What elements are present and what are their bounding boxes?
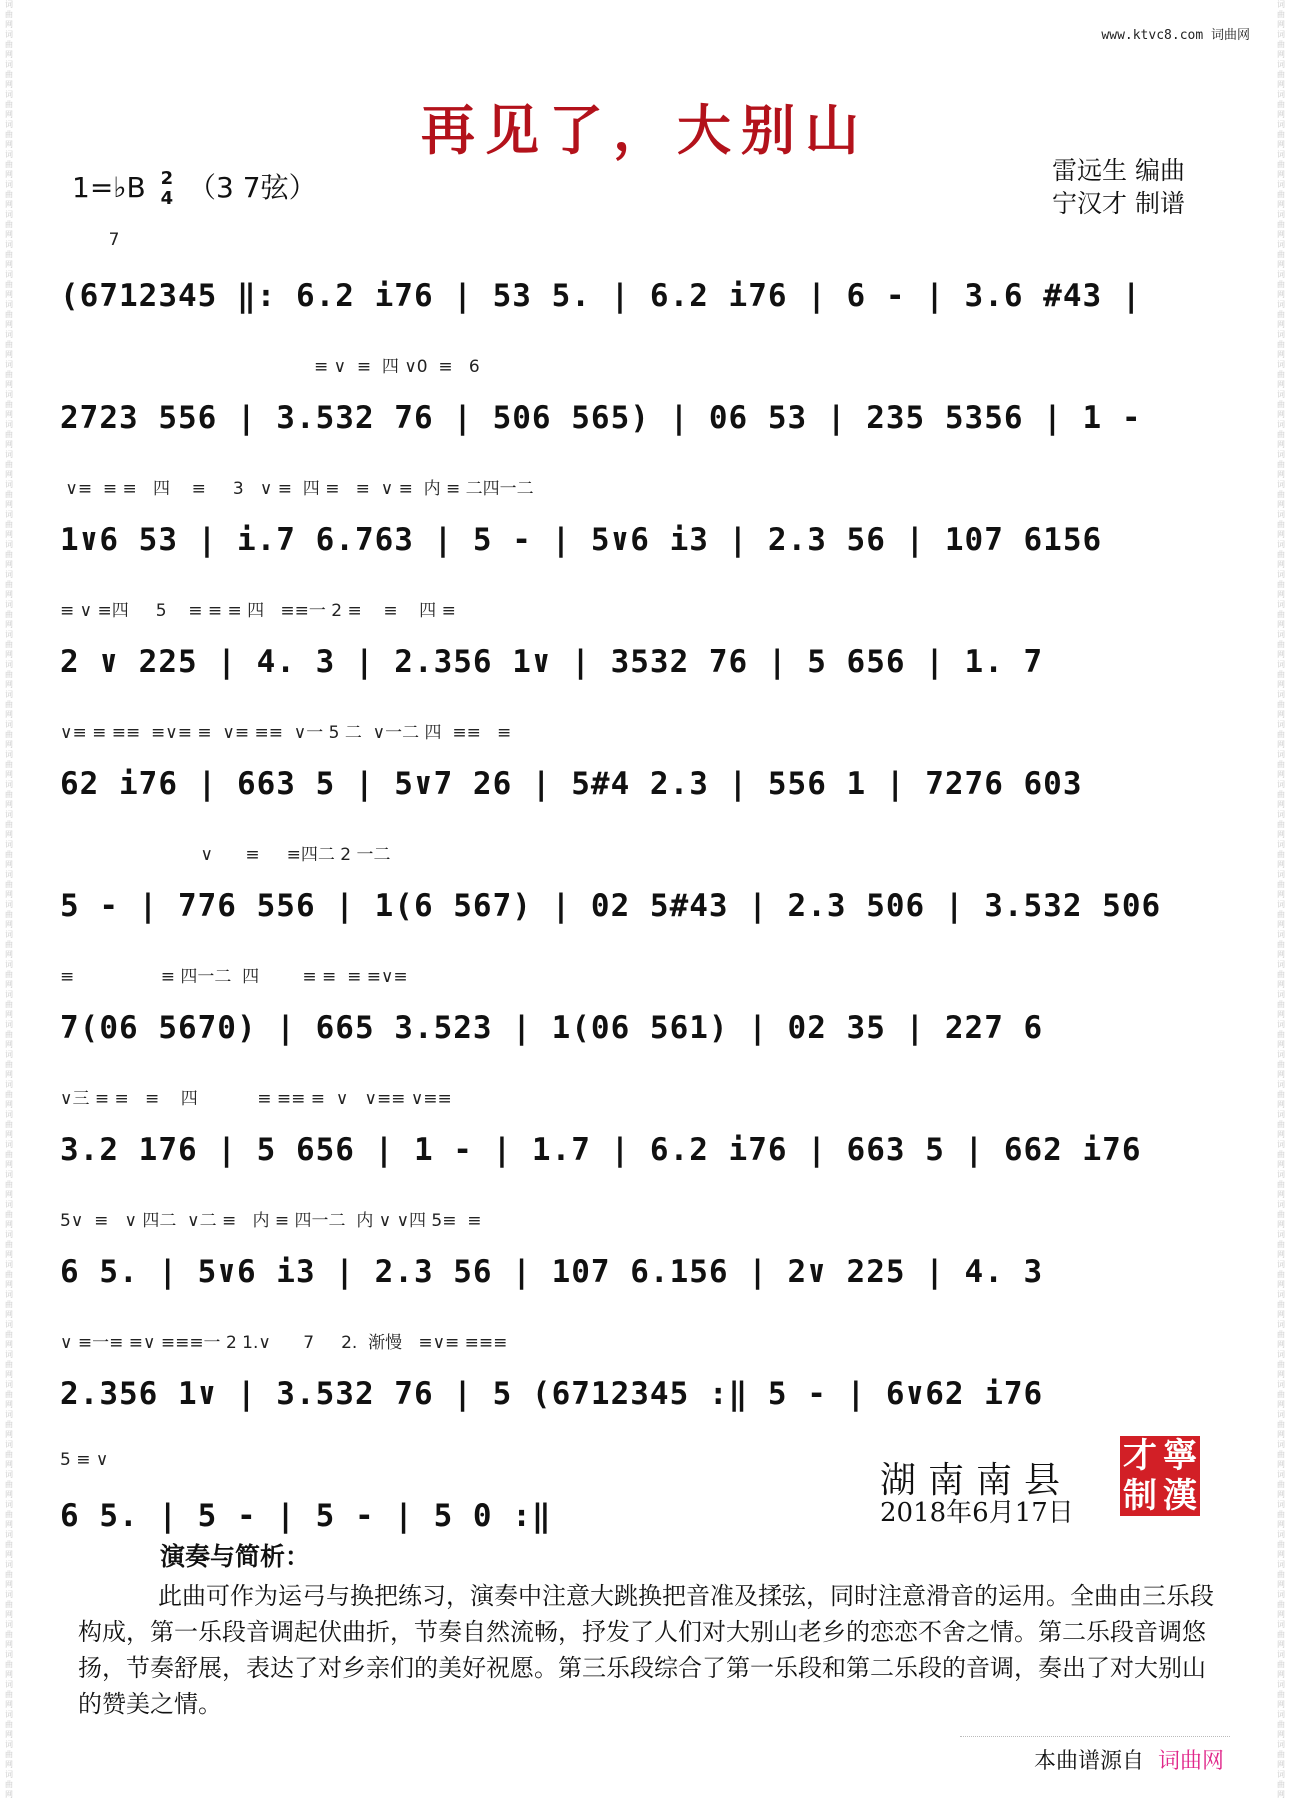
- left-watermark-strip: 词曲网词曲网词曲网词曲网词曲网词曲网词曲网词曲网词曲网词曲网词曲网词曲网词曲网词曲网词曲网词曲网词曲网词曲网词曲网词曲网词曲网词曲网词曲网词曲网词曲网词曲网词曲网词曲网词曲网词曲网词曲网词曲网词曲网词曲网词曲网词曲网词曲网词曲网词曲网词曲网词曲网词曲网词曲网词曲网词曲网词曲网词曲网词曲网词曲网词曲网词曲网词曲网词曲网词曲网词曲网词曲网词曲网词曲网词曲网词曲网: [5, 0, 13, 1799]
- analysis-text: 此曲可作为运弓与换把练习，演奏中注意大跳换把音准及揉弦，同时注意滑音的运用。全曲由三乐段构成，第一乐段音调起伏曲折，节奏自然流畅，抒发了人们对大别山老乡的恋恋不舍之情。第二乐段音调悠扬，节奏舒展，表达了对乡亲们的美好祝愿。第三乐段综合了第一乐段和第二乐段的音调，奏出了对大别山的赞美之情。: [78, 1582, 1214, 1718]
- bowing-marks: ∨ ≡ ≡四二 2 一二: [60, 845, 391, 865]
- bowing-marks: 7: [60, 230, 120, 250]
- bowing-marks: ∨ ≡一≡ ≡∨ ≡≡≡一 2 1.∨ 7 2. 渐慢 ≡∨≡ ≡≡≡: [60, 1333, 508, 1353]
- seal-char: 制: [1123, 1476, 1157, 1516]
- seal-char: 才: [1123, 1436, 1157, 1476]
- bowing-marks: ∨≡ ≡ ≡≡ ≡∨≡ ≡ ∨≡ ≡≡ ∨一 5 二 ∨一二 四 ≡≡ ≡: [60, 723, 512, 743]
- bowing-marks: ∨≡ ≡ ≡ 四 ≡ 3 ∨ ≡ 四 ≡ ≡ ∨ ≡ 内 ≡ 二四一二: [60, 479, 534, 499]
- score-line-2: [60, 330, 1230, 452]
- composer: 雷远生 编曲: [1052, 156, 1185, 185]
- notes: (6712345 ‖: 6.2 i76 | 53 5. | 6.2 i76 | 6 - | 3.6 #43 |: [60, 278, 1142, 314]
- score-line-3: [60, 452, 1230, 574]
- bowing-marks: 5∨ ≡ ∨ 四二 ∨二 ≡ 内 ≡ 四一二 内 ∨ ∨四 5≡ ≡: [60, 1211, 482, 1231]
- notes: 5 - | 776 556 | 1(6 567) | 02 5#43 | 2.3 506 | 3.532 506: [60, 888, 1162, 924]
- score-line-7: [60, 940, 1230, 1062]
- notes: 3.2 176 | 5 656 | 1 - | 1.7 | 6.2 i76 | 663 5 | 662 i76: [60, 1132, 1142, 1168]
- score-line-4: [60, 574, 1230, 696]
- score-line-8: [60, 1062, 1230, 1184]
- notes: 6 5. | 5 - | 5 - | 5 0 :‖: [60, 1498, 552, 1534]
- notes: 62 i76 | 663 5 | 5∨7 26 | 5#4 2.3 | 556 1 | 7276 603: [60, 766, 1083, 802]
- notes: 2 ∨ 225 | 4. 3 | 2.356 1∨ | 3532 76 | 5 656 | 1. 7: [60, 644, 1044, 680]
- key-label: 1=♭B: [72, 171, 146, 204]
- tuning-label: （3 7弦）: [188, 171, 317, 204]
- bowing-marks: ≡ ≡ 四一二 四 ≡ ≡ ≡ ≡∨≡: [60, 967, 408, 987]
- seal-char: 寧: [1163, 1436, 1197, 1476]
- notes: 2.356 1∨ | 3.532 76 | 5 (6712345 :‖ 5 - | 6∨62 i76: [60, 1376, 1044, 1412]
- time-sig-top: 2: [160, 168, 174, 189]
- source-brand-link[interactable]: 词曲网: [1158, 1749, 1225, 1774]
- time-sig-bottom: 4: [160, 188, 174, 209]
- score-line-6: [60, 818, 1230, 940]
- notes: 1∨6 53 | i.7 6.763 | 5 - | 5∨6 i3 | 2.3 56 | 107 6156: [60, 522, 1103, 558]
- seal-char: 漢: [1163, 1476, 1197, 1516]
- score-line-10: [60, 1306, 1230, 1428]
- notes: 7(06 5670) | 665 3.523 | 1(06 561) | 02 35 | 227 6: [60, 1010, 1044, 1046]
- bowing-marks: ∨三 ≡ ≡ ≡ 四 ≡ ≡≡ ≡ ∨ ∨≡≡ ∨≡≡: [60, 1089, 452, 1109]
- bowing-marks: ≡ ∨ ≡ 四 ∨0 ≡ 6: [60, 357, 480, 377]
- source-credit: [1034, 1744, 1224, 1775]
- score: [60, 208, 1230, 1550]
- time-signature: [161, 169, 174, 209]
- site-watermark: www.ktvc8.com 词曲网: [1101, 28, 1250, 43]
- transcriber: 宁汉才 制谱: [1052, 189, 1185, 218]
- score-line-11: [60, 1428, 680, 1550]
- divider: [960, 1736, 1230, 1737]
- place-label: 湖南南县: [880, 1460, 1073, 1501]
- bowing-marks: ≡ ∨ ≡四 5 ≡ ≡ ≡ 四 ≡≡一 2 ≡ ≡ 四 ≡: [60, 601, 456, 621]
- notes: 6 5. | 5∨6 i3 | 2.3 56 | 107 6.156 | 2∨ 225 | 4. 3: [60, 1254, 1044, 1290]
- score-line-5: [60, 696, 1230, 818]
- date-label: 2018年6月17日: [880, 1498, 1074, 1528]
- score-line-1: [60, 208, 1230, 330]
- score-line-9: [60, 1184, 1230, 1306]
- source-label: 本曲谱源自: [1034, 1749, 1145, 1774]
- seal-stamp: [1120, 1436, 1200, 1516]
- bowing-marks: 5 ≡ ∨: [60, 1450, 109, 1470]
- song-title: 再见了，大别山: [421, 98, 869, 162]
- right-watermark-strip: 词曲网词曲网词曲网词曲网词曲网词曲网词曲网词曲网词曲网词曲网词曲网词曲网词曲网词曲网词曲网词曲网词曲网词曲网词曲网词曲网词曲网词曲网词曲网词曲网词曲网词曲网词曲网词曲网词曲网词曲网词曲网词曲网词曲网词曲网词曲网词曲网词曲网词曲网词曲网词曲网词曲网词曲网词曲网词曲网词曲网词曲网词曲网词曲网词曲网词曲网词曲网词曲网词曲网词曲网词曲网词曲网词曲网词曲网词曲网词曲网: [1277, 0, 1285, 1799]
- key-signature: [72, 166, 317, 209]
- analysis-title: 演奏与简析：: [160, 1542, 311, 1571]
- notes: 2723 556 | 3.532 76 | 506 565) | 06 53 | 235 5356 | 1 -: [60, 400, 1142, 436]
